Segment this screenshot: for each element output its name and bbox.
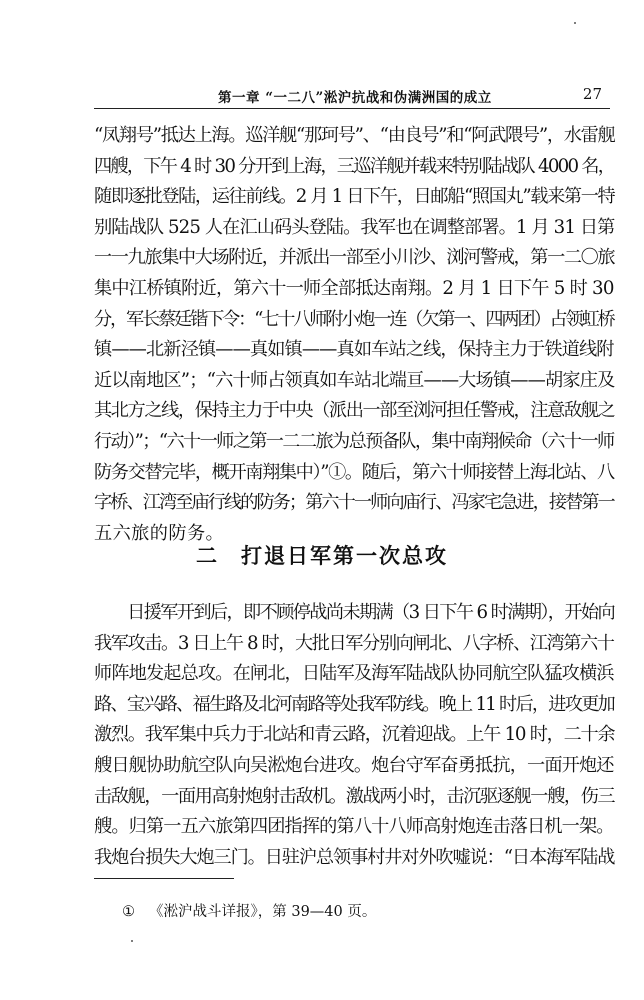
text-line: 一一九旅集中大场附近，并派出一部至小川沙、浏河警戒，第一二〇旅 xyxy=(94,247,615,269)
section-heading xyxy=(0,540,644,570)
text-line: 镇——北新泾镇——真如镇——真如车站之线，保持主力于铁道线附 xyxy=(94,339,614,361)
text-line: 我军攻击。3 日上午 8 时，大批日军分别向闸北、八字桥、江湾第六十 xyxy=(94,632,614,654)
footnote-text: 《淞沪战斗详报》，第 39—40 页。 xyxy=(149,904,377,920)
chapter-running-title: 第一章 “一二八”淞沪抗战和伪满洲国的成立 xyxy=(218,90,492,106)
page-number: 27 xyxy=(582,85,602,103)
text-line: “凤翔号”抵达上海。巡洋舰“那珂号”、“由良号”和“阿武隈号”，水雷舰 xyxy=(94,125,615,146)
text-line: 击敌舰，一面用高射炮射击敌机。激战两小时，击沉驱逐舰一艘，伤三 xyxy=(94,785,615,807)
text-line: 别陆战队 525 人在汇山码头登陆。我军也在调整部署。1 月 31 日第 xyxy=(94,216,615,238)
running-header xyxy=(94,82,610,109)
scan-speck xyxy=(574,22,576,24)
text-line: 激烈。我军集中兵力于北站和青云路，沉着迎战。上午 10 时，二十余 xyxy=(94,724,615,746)
text-line: 艘日舰协助航空队向吴淞炮台进攻。炮台守军奋勇抵抗，一面开炮还 xyxy=(94,754,614,776)
scan-speck xyxy=(131,940,133,942)
text-line: 随即逐批登陆，运往前线。2 月 1 日下午，日邮船“照国丸”载来第一特 xyxy=(94,186,615,208)
footnote xyxy=(122,900,376,921)
text-line: 字桥、江湾至庙行线的防务；第六十一师向庙行、冯家宅急进，接替第一 xyxy=(94,492,614,514)
text-line: 四艘，下午 4 时 30 分开到上海，三巡洋舰并载来特别陆战队 4000 名， xyxy=(94,155,615,177)
text-line: 近以南地区”；“六十师占领真如车站北端亘——大场镇——胡家庄及 xyxy=(94,369,615,391)
text-line: 路、宝兴路、福生路及北河南路等处我军防线。晚上 11 时后，进攻更加 xyxy=(94,693,614,715)
text-line: 我炮台损失大炮三门。日驻沪总领事村井对外吹嘘说：“日本海军陆战 xyxy=(94,846,615,868)
paragraph-1 xyxy=(94,121,614,549)
text-line: 分，军长蔡廷锴下令：“七十八师附小炮一连（欠第一、四两团）占领虹桥 xyxy=(94,308,614,330)
footnote-divider xyxy=(94,878,234,879)
text-line: 其北方之线，保持主力于中央（派出一部至浏河担任警戒，注意敌舰之 xyxy=(94,400,615,422)
section-title: 打退日军第一次总攻 xyxy=(241,544,448,568)
section-number: 二 xyxy=(196,544,219,568)
text-line: 防务交替完毕，概开南翔集中）”①。随后，第六十师接替上海北站、八 xyxy=(94,461,614,483)
text-line: 行动）”；“六十一师之第一二二旅为总预备队，集中南翔候命（六十一师 xyxy=(94,430,614,452)
text-line: 五六旅的防务。 xyxy=(94,522,225,544)
text-line: 师阵地发起总攻。在闸北，日陆军及海军陆战队协同航空队猛攻横浜 xyxy=(94,663,614,685)
text-line: 艘。归第一五六旅第四团指挥的第八十八师高射炮连击落日机一架。 xyxy=(94,816,614,838)
footnote-mark: ① xyxy=(122,904,135,920)
paragraph-2 xyxy=(94,598,614,873)
text-line: 日援军开到后，即不顾停战尚未期满（3 日下午 6 时满期），开始向 xyxy=(94,602,615,623)
text-line: 集中江桥镇附近，第六十一师全部抵达南翔。2 月 1 日下午 5 时 30 xyxy=(94,277,614,299)
